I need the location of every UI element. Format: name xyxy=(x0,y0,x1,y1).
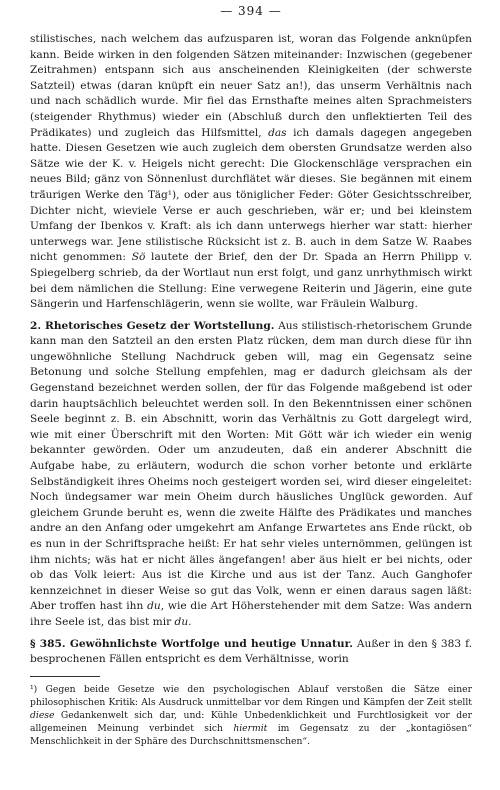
paragraph-text-run: lautete der Brief, den der Dr. Spada an Herrn Philipp v. Spiegelberg schrieb, da der Wortlaut nun erst folgt, und ganz unrhythmisch wirkt bei dem nämlichen die Stellung: Eine verwegene Reiterin und Jägerin, eine gute Sängerin und Harfenschlägerin, wenn sie wollte, war Fräulein Walburg. xyxy=(30,251,472,311)
italic-run: du xyxy=(147,600,161,613)
paragraph-rhetorical-law xyxy=(30,319,472,631)
page-number: — 394 — xyxy=(220,4,282,18)
footnote-divider xyxy=(30,676,100,677)
italic-run: Sö xyxy=(131,251,146,264)
footnote xyxy=(30,683,472,748)
paragraph-text-run: ich damals dagegen angegeben hatte. Diesen Gesetzen wie auch zugleich dem obersten Grundsatze werden also Sätze wie der K. v. Heigels nicht gerecht: Die Glockenschläge versprachen ein neues Bild; gänz von Sönnenlust durchflätet wär dieses. Sie begännen mit einem trä̈urigen Werke den Täg¹), oder aus töniglicher Feder: Göter Gesichtsschreiber, Dichter nicht, wieviele Verse er auch geschrieben, wär er; und bei kleinstem Umfang der Ibenkos v. Kraft: als ich dann unterwegs hierher war statt: hierher unterwegs war. Jene stilistische Rücksicht ist z. B. auch in dem Satze W. Raabes nicht genommen: xyxy=(30,126,472,264)
paragraph-section-385 xyxy=(30,637,472,668)
paragraph-text-run: . xyxy=(188,615,192,628)
footnote-text-run: im Gegensatz zu der „kontagiösen“ Menschlichkeit in der Sphäre des Durchschnittsmenschen“. xyxy=(30,722,472,747)
document-page xyxy=(30,4,472,748)
paragraph-text-run: Außer in den § 383 f. besprochenen Fällen entspricht es dem Verhältnisse, worin xyxy=(30,637,472,666)
section-heading: § 385. Gewöhnlichste Wortfolge und heutige Unnatur. xyxy=(30,637,353,650)
paragraph-text-run: , wie die Art Höherstehender mit dem Satze: Was andern ihre Seele ist, das bist mir xyxy=(30,600,472,628)
paragraph-text-run: stilistisches, nach welchem das aufzusparen ist, woran das Folgende anknüpfen kann. Beide wirken in den folgenden Sätzen miteinander: Inzwischen (gegebener Zeitrahmen) entspann sich aus anscheinenden Kleinigkeiten (der schwerste Satzteil) etwas (daran knüpft ein neuer Satz an!), das unserm Verhältnis nach und nach schädlich wurde. Mir fiel das Ernsthafte meines alten Sprachmeisters (steigender Rhythmus) wieder ein (Abschluß durch den unflektierten Teil des Prädikates) und zugleich das Hilfsmittel, xyxy=(30,33,472,139)
section-heading: 2. Rhetorisches Gesetz der Wortstellung. xyxy=(30,319,275,332)
italic-run: das xyxy=(268,126,287,139)
footnote-text-run: ¹) Gegen beide Gesetze wie den psychologischen Ablauf verstoßen die Sätze einer philosophischen Kritik: Als Ausdruck unmittelbar vor dem Ringen und Kämpfen der Zeit stellt xyxy=(30,683,472,708)
paragraph-stylistic-continuation xyxy=(30,32,472,313)
paragraph-text-run: Aus stilistisch-rhetorischem Grunde kann man den Satzteil an den ersten Platz rücken, dem man durch diese für ihn ungewöhnliche Stellung Nachdruck geben will, mag ein Gegensatz seine Betonung und solche Stellung empfehlen, mag er dadurch gleichsam als der Gegenstand bezeichnet werden sollen, der für das Folgende maßgebend ist oder darin hauptsächlich beleuchtet werden soll. In den Bekenntnissen einer schönen Seele beginnt z. B. ein Abschnitt, worin das Verhältnis zu Gott dargelegt wird, wie mit einer Überschrift mit den Worten: Mit Gött wär ich wieder ein wenig bekannter gewörden. Oder um anzudeuten, daß ein anderer Abschnitt die Aufgabe habe, zu erläutern, wodurch die schon vorher betonte und erklärte Selbständigkeit ihres Oheims noch gesteigert worden sei, wird dieser eingeleitet: Noch ündegsamer war mein Oheim durch häusliches Unglück geworden. Auf gleichem Grunde beruht es, wenn die zweite Hälfte des Prädikates und manches andre an den Anfang oder umgekehrt am Anfange Erwartetes ans Ende rückt, ob es nun in der Schriftsprache heißt: Er hat sehr vieles unternömmen, gelüngen ist ihm nichts; wäs hat er nicht älles ängefangen! aber äus hielt er bei nichts, oder ob das Volk leiert: Aus ist die Kirche und aus ist der Tanz. Auch Ganghofer kennzeichnet in dieser Weise so gut das Volk, wenn er einen daraus sagen läßt: Aber troffen hast ihn xyxy=(30,319,472,613)
italic-run: du xyxy=(174,615,189,628)
footnote-text-run: Gedankenwelt sich dar, und: Kühle Unbedenklichkeit und Furchtlosigkeit vor der allgemeinen Meinung verbindet sich xyxy=(30,709,472,734)
italic-run: hiermit xyxy=(233,722,268,734)
italic-run: diese xyxy=(30,709,55,721)
